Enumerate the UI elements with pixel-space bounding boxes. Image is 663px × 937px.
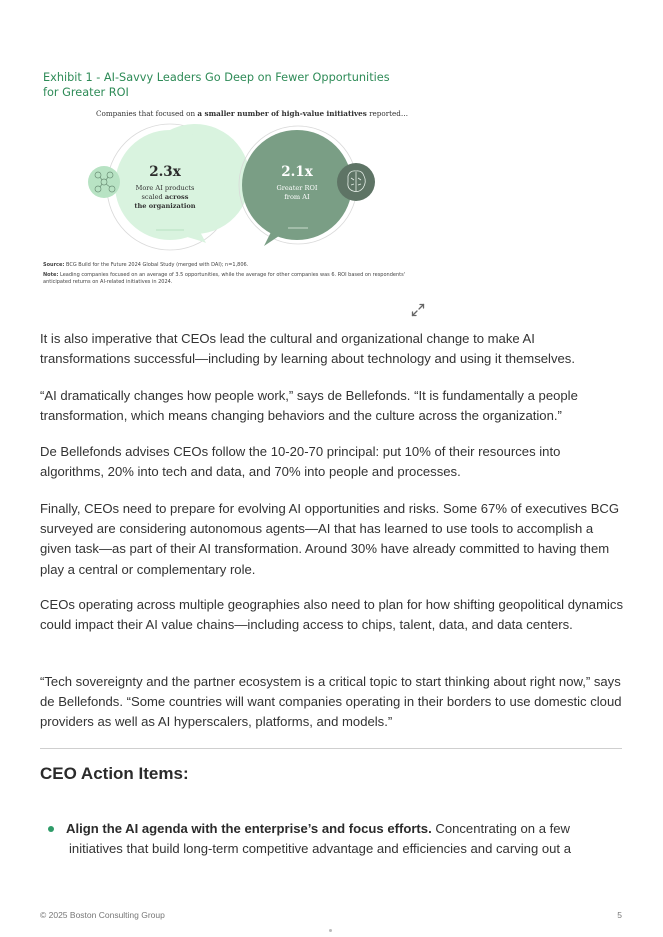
page-indicator xyxy=(329,929,332,932)
paragraph-4: Finally, CEOs need to prepare for evolving AI opportunities and risks. Some 67% of executives BCG surveyed are considering autonomous agents—AI that has learned to use tools to accomplish a given task—as part of their AI transformation. Around 30% have already committed to having them play a central or complementary role. xyxy=(40,501,620,577)
bullet-dot xyxy=(48,826,54,832)
exhibit-note: Note: Leading companies focused on an average of 3.5 opportunities, while the average for other companies was 6. ROI based on respondents' anticipated returns on AI-related initiatives in 2024. xyxy=(43,272,406,285)
network-icon xyxy=(88,166,120,198)
exhibit-title: Exhibit 1 - AI-Savvy Leaders Go Deep on Fewer Opportunities for Greater ROI xyxy=(43,71,390,99)
bullet-item-1: Align the AI agenda with the enterprise’s and focus efforts. Concentrating on a few xyxy=(66,821,571,836)
left-stat-line3: the organization xyxy=(134,202,196,210)
paragraph-2: “AI dramatically changes how people work,” says de Bellefonds. “It is fundamentally a people transformation, which means changing behaviors and the culture across the organization.” xyxy=(40,388,578,424)
paragraph-5: CEOs operating across multiple geographies also need to plan for how shifting geopolitical dynamics could impact their AI value chains—including access to chips, talent, data, and data centers. xyxy=(40,597,623,633)
left-stat-value: 2.3x xyxy=(149,164,181,180)
exhibit-graphic xyxy=(86,122,386,254)
page-number: 5 xyxy=(617,910,622,920)
section-title: CEO Action Items: xyxy=(40,764,189,783)
left-stat-line1: More AI products xyxy=(135,184,195,192)
exhibit-subtitle: Companies that focused on a smaller number of high-value initiatives reported… xyxy=(96,109,409,118)
left-stat-line2: scaled across xyxy=(141,193,189,201)
bullet-item-1-continuation: initiatives that build long-term competitive advantage and efficiencies and carving out a xyxy=(69,841,571,856)
paragraph-1: It is also imperative that CEOs lead the cultural and organizational change to make AI transformations successful—including by learning about technology and using it themselves. xyxy=(40,331,575,367)
paragraph-6: “Tech sovereignty and the partner ecosystem is a critical topic to start thinking about right now,” says de Bellefonds. “Some countries will want companies operating in their borders to use domestic cloud providers as well as AI hyperscalers, platforms, and models.” xyxy=(40,674,622,730)
exhibit-source: Source: BCG Build for the Future 2024 Global Study (merged with DAI); n=1,806. xyxy=(43,262,249,268)
right-stat-value: 2.1x xyxy=(281,164,313,180)
paragraph-3: De Bellefonds advises CEOs follow the 10-20-70 principal: put 10% of their resources into algorithms, 20% into tech and data, and 70% into people and processes. xyxy=(40,444,561,480)
footer-copyright: © 2025 Boston Consulting Group xyxy=(40,910,165,920)
right-stat-line1: Greater ROI xyxy=(276,184,318,192)
right-stat-line2: from AI xyxy=(284,193,310,201)
section-divider xyxy=(40,748,622,749)
expand-icon[interactable] xyxy=(411,303,425,317)
